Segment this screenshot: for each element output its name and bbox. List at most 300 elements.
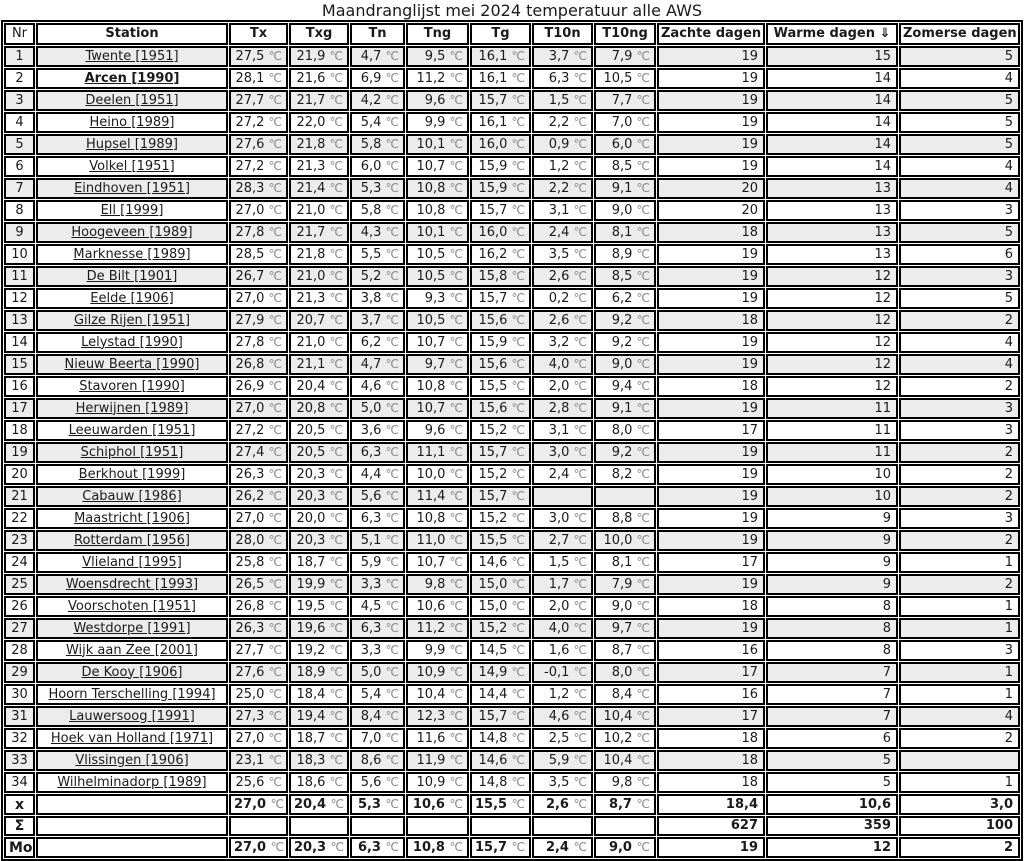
station-cell bbox=[36, 508, 228, 529]
celsius-unit: ℃ bbox=[385, 357, 399, 371]
temp-value: 2,6 bbox=[545, 797, 574, 812]
station-link-herwijnen[interactable]: Herwijnen [1989] bbox=[75, 400, 189, 416]
table-row bbox=[4, 332, 1020, 353]
temp-value: 10,0 bbox=[603, 533, 637, 548]
temp-cell bbox=[594, 662, 656, 683]
temp-value: 15,8 bbox=[478, 269, 512, 284]
celsius-unit: ℃ bbox=[573, 445, 587, 459]
table-row bbox=[4, 574, 1020, 595]
temp-value: 10,8 bbox=[416, 181, 450, 196]
temp-cell bbox=[289, 134, 349, 155]
temp-cell bbox=[350, 574, 405, 595]
temp-cell bbox=[594, 134, 656, 155]
temp-cell bbox=[594, 530, 656, 551]
temp-cell bbox=[229, 156, 288, 177]
table-row bbox=[4, 178, 1020, 199]
station-cell bbox=[36, 332, 228, 353]
temp-cell bbox=[229, 178, 288, 199]
temp-value: 21,4 bbox=[296, 181, 330, 196]
station-cell bbox=[36, 200, 228, 221]
temp-value: 10,4 bbox=[603, 753, 637, 768]
temp-cell bbox=[470, 178, 531, 199]
temp-value: 0,2 bbox=[548, 291, 574, 306]
days-cell: 1 bbox=[899, 684, 1020, 705]
temp-value: 15,7 bbox=[478, 489, 512, 504]
celsius-unit: ℃ bbox=[329, 423, 343, 437]
days-cell: 2 bbox=[899, 464, 1020, 485]
temp-cell bbox=[470, 618, 531, 639]
temp-cell bbox=[594, 552, 656, 573]
days-cell: 4 bbox=[899, 706, 1020, 727]
celsius-unit: ℃ bbox=[329, 401, 343, 415]
temp-cell bbox=[229, 508, 288, 529]
temp-cell bbox=[289, 442, 349, 463]
days-cell: 1 bbox=[899, 552, 1020, 573]
celsius-unit: ℃ bbox=[449, 775, 463, 789]
days-cell: 1 bbox=[899, 618, 1020, 639]
days-cell: 2 bbox=[899, 310, 1020, 331]
temp-value: 27,4 bbox=[235, 445, 269, 460]
station-link-gilze-rijen[interactable]: Gilze Rijen [1951] bbox=[73, 312, 191, 328]
temp-value: 18,6 bbox=[296, 775, 330, 790]
station-link-volkel[interactable]: Volkel [1951] bbox=[89, 158, 175, 174]
table-row bbox=[4, 46, 1020, 67]
table-row bbox=[4, 508, 1020, 529]
temp-value: 1,2 bbox=[548, 159, 574, 174]
station-link-schiphol[interactable]: Schiphol [1951] bbox=[80, 444, 184, 460]
temp-value: 10,7 bbox=[416, 401, 450, 416]
station-link-berkhout[interactable]: Berkhout [1999] bbox=[78, 466, 186, 482]
station-link-vlieland[interactable]: Vlieland [1995] bbox=[82, 554, 182, 570]
celsius-unit: ℃ bbox=[511, 137, 525, 151]
temp-cell bbox=[350, 442, 405, 463]
celsius-unit: ℃ bbox=[268, 291, 282, 305]
celsius-unit: ℃ bbox=[268, 357, 282, 371]
days-cell: 19 bbox=[657, 90, 765, 111]
station-link-hupsel[interactable]: Hupsel [1989] bbox=[85, 136, 178, 152]
temp-value: 9,7 bbox=[424, 357, 450, 372]
temp-cell bbox=[229, 266, 288, 287]
station-cell bbox=[36, 420, 228, 441]
station-cell bbox=[36, 728, 228, 749]
temp-cell bbox=[350, 816, 405, 836]
temp-value: 1,2 bbox=[548, 687, 574, 702]
celsius-unit: ℃ bbox=[329, 753, 343, 767]
celsius-unit: ℃ bbox=[385, 401, 399, 415]
days-cell: 3 bbox=[899, 266, 1020, 287]
temp-value: 26,3 bbox=[235, 621, 269, 636]
temp-value: 15,5 bbox=[475, 797, 512, 812]
temp-value: 28,0 bbox=[235, 533, 269, 548]
temp-cell bbox=[532, 156, 593, 177]
station-cell bbox=[36, 772, 228, 793]
rank-number: 5 bbox=[4, 134, 35, 155]
days-cell bbox=[899, 750, 1020, 771]
station-link-woensdrecht[interactable]: Woensdrecht [1993] bbox=[65, 576, 199, 592]
days-cell: 10,6 bbox=[766, 794, 898, 815]
celsius-unit: ℃ bbox=[449, 137, 463, 151]
celsius-unit: ℃ bbox=[636, 247, 650, 261]
celsius-unit: ℃ bbox=[636, 423, 650, 437]
celsius-unit: ℃ bbox=[329, 269, 343, 283]
days-cell: 5 bbox=[766, 772, 898, 793]
temp-cell bbox=[406, 420, 469, 441]
temp-cell bbox=[532, 354, 593, 375]
rank-number: 3 bbox=[4, 90, 35, 111]
celsius-unit: ℃ bbox=[511, 687, 525, 701]
celsius-unit: ℃ bbox=[573, 137, 587, 151]
temp-value: 9,0 bbox=[611, 599, 637, 614]
celsius-unit: ℃ bbox=[385, 115, 399, 129]
table-row bbox=[4, 596, 1020, 617]
station-cell bbox=[36, 288, 228, 309]
rank-number: 24 bbox=[4, 552, 35, 573]
temp-value: 9,6 bbox=[424, 423, 450, 438]
station-link-rotterdam[interactable]: Rotterdam [1956] bbox=[74, 532, 190, 548]
celsius-unit: ℃ bbox=[329, 159, 343, 173]
temp-value: 9,7 bbox=[611, 621, 637, 636]
station-link-maastricht[interactable]: Maastricht [1906] bbox=[74, 510, 190, 526]
temp-cell bbox=[594, 486, 656, 507]
celsius-unit: ℃ bbox=[270, 797, 285, 811]
days-cell: 19 bbox=[657, 486, 765, 507]
rank-number: 20 bbox=[4, 464, 35, 485]
celsius-unit: ℃ bbox=[449, 71, 463, 85]
rank-number: 2 bbox=[4, 68, 35, 89]
temp-value: 3,3 bbox=[360, 643, 386, 658]
temp-value: 10,2 bbox=[603, 731, 637, 746]
station-link-eindhoven[interactable]: Eindhoven [1951] bbox=[74, 180, 190, 196]
celsius-unit: ℃ bbox=[329, 445, 343, 459]
temp-cell bbox=[289, 112, 349, 133]
celsius-unit: ℃ bbox=[268, 159, 282, 173]
station-cell bbox=[36, 596, 228, 617]
days-cell: 19 bbox=[657, 508, 765, 529]
station-link-nieuw-beerta[interactable]: Nieuw Beerta [1990] bbox=[64, 356, 200, 372]
days-cell: 11 bbox=[766, 420, 898, 441]
rank-number: 15 bbox=[4, 354, 35, 375]
celsius-unit: ℃ bbox=[573, 467, 587, 481]
temp-value: 21,0 bbox=[296, 335, 330, 350]
temp-value: 6,3 bbox=[360, 445, 386, 460]
temp-cell bbox=[229, 596, 288, 617]
temp-cell bbox=[350, 178, 405, 199]
station-link-eelde[interactable]: Eelde [1906] bbox=[90, 290, 174, 306]
days-cell: 20 bbox=[657, 178, 765, 199]
station-link-westdorpe[interactable]: Westdorpe [1991] bbox=[73, 620, 191, 636]
temp-cell bbox=[350, 794, 405, 815]
temp-value: 27,2 bbox=[235, 159, 269, 174]
temp-cell bbox=[289, 310, 349, 331]
temp-value: 18,7 bbox=[296, 731, 330, 746]
station-link-cabauw[interactable]: Cabauw [1986] bbox=[82, 488, 182, 504]
temp-cell bbox=[406, 310, 469, 331]
table-row bbox=[4, 750, 1020, 771]
station-link-wilhelminadorp[interactable]: Wilhelminadorp [1989] bbox=[57, 774, 207, 790]
temp-cell bbox=[470, 552, 531, 573]
celsius-unit: ℃ bbox=[636, 511, 650, 525]
celsius-unit: ℃ bbox=[268, 687, 282, 701]
temp-cell bbox=[350, 310, 405, 331]
temp-cell bbox=[350, 244, 405, 265]
rank-number: 11 bbox=[4, 266, 35, 287]
temp-value: 7,0 bbox=[360, 731, 386, 746]
temp-value: 27,0 bbox=[235, 511, 269, 526]
temp-value: 4,7 bbox=[360, 49, 386, 64]
temp-cell bbox=[350, 684, 405, 705]
celsius-unit: ℃ bbox=[573, 577, 587, 591]
temp-cell bbox=[289, 816, 349, 836]
celsius-unit: ℃ bbox=[330, 840, 345, 854]
temp-cell bbox=[470, 200, 531, 221]
rank-number: 9 bbox=[4, 222, 35, 243]
temp-cell bbox=[406, 464, 469, 485]
days-cell: 19 bbox=[657, 112, 765, 133]
days-cell: 14 bbox=[766, 134, 898, 155]
station-link-heino[interactable]: Heino [1989] bbox=[89, 114, 175, 130]
celsius-unit: ℃ bbox=[329, 71, 343, 85]
temp-cell bbox=[470, 46, 531, 67]
temp-cell bbox=[229, 68, 288, 89]
station-cell bbox=[36, 46, 228, 67]
temp-cell bbox=[532, 772, 593, 793]
celsius-unit: ℃ bbox=[511, 533, 525, 547]
celsius-unit: ℃ bbox=[268, 137, 282, 151]
temp-value: 27,7 bbox=[235, 93, 269, 108]
temp-cell bbox=[229, 200, 288, 221]
temp-value: 6,9 bbox=[360, 71, 386, 86]
celsius-unit: ℃ bbox=[573, 709, 587, 723]
column-header-warme-dagen[interactable]: Warme dagen ⇓ bbox=[766, 23, 898, 45]
temp-cell bbox=[594, 68, 656, 89]
days-cell: 8 bbox=[766, 640, 898, 661]
temp-value: 27,8 bbox=[235, 335, 269, 350]
temp-cell bbox=[470, 398, 531, 419]
days-cell: 19 bbox=[657, 68, 765, 89]
temp-value: 1,5 bbox=[548, 555, 574, 570]
celsius-unit: ℃ bbox=[385, 840, 399, 854]
station-link-hoogeveen[interactable]: Hoogeveen [1989] bbox=[71, 224, 193, 240]
temp-value: 20,4 bbox=[294, 797, 331, 812]
temp-cell bbox=[406, 156, 469, 177]
station-link-twente[interactable]: Twente [1951] bbox=[85, 48, 179, 64]
temp-cell bbox=[532, 420, 593, 441]
temp-cell bbox=[406, 244, 469, 265]
celsius-unit: ℃ bbox=[449, 93, 463, 107]
days-cell: 2 bbox=[899, 486, 1020, 507]
celsius-unit: ℃ bbox=[449, 247, 463, 261]
temp-value: 1,6 bbox=[548, 643, 574, 658]
station-link-lelystad[interactable]: Lelystad [1990] bbox=[81, 334, 183, 350]
temp-value: 20,0 bbox=[296, 511, 330, 526]
temp-cell bbox=[594, 618, 656, 639]
celsius-unit: ℃ bbox=[268, 731, 282, 745]
temp-value: 15,6 bbox=[478, 313, 512, 328]
celsius-unit: ℃ bbox=[385, 181, 399, 195]
temp-value: 15,7 bbox=[478, 445, 512, 460]
celsius-unit: ℃ bbox=[268, 335, 282, 349]
temp-cell bbox=[289, 486, 349, 507]
temp-cell bbox=[289, 90, 349, 111]
celsius-unit: ℃ bbox=[511, 49, 525, 63]
temp-cell bbox=[289, 684, 349, 705]
temp-value: 15,2 bbox=[478, 423, 512, 438]
days-cell: 7 bbox=[766, 684, 898, 705]
temp-value: 15,2 bbox=[478, 511, 512, 526]
celsius-unit: ℃ bbox=[511, 511, 525, 525]
temp-value: 3,1 bbox=[548, 203, 574, 218]
temp-cell bbox=[350, 332, 405, 353]
celsius-unit: ℃ bbox=[511, 840, 526, 854]
temp-value: 4,0 bbox=[548, 621, 574, 636]
temp-cell bbox=[470, 794, 531, 815]
temp-value: 4,7 bbox=[360, 357, 386, 372]
temp-cell bbox=[229, 816, 288, 836]
days-cell: 19 bbox=[657, 354, 765, 375]
temp-value: 2,8 bbox=[548, 401, 574, 416]
temp-value: 5,8 bbox=[360, 137, 386, 152]
station-cell bbox=[36, 640, 228, 661]
celsius-unit: ℃ bbox=[268, 269, 282, 283]
temp-value: 9,0 bbox=[608, 840, 637, 855]
celsius-unit: ℃ bbox=[511, 71, 525, 85]
summary-row-x bbox=[4, 794, 1020, 815]
temp-value: 5,6 bbox=[360, 775, 386, 790]
table-body bbox=[4, 46, 1020, 858]
temp-cell bbox=[229, 750, 288, 771]
temp-cell bbox=[350, 266, 405, 287]
station-link-voorschoten[interactable]: Voorschoten [1951] bbox=[68, 598, 196, 614]
temp-value: 5,9 bbox=[360, 555, 386, 570]
station-cell bbox=[36, 662, 228, 683]
temp-value: 2,4 bbox=[545, 840, 574, 855]
temp-cell bbox=[532, 398, 593, 419]
temp-value: 21,7 bbox=[296, 93, 330, 108]
celsius-unit: ℃ bbox=[385, 731, 399, 745]
rank-number: 27 bbox=[4, 618, 35, 639]
temp-cell bbox=[229, 837, 288, 858]
celsius-unit: ℃ bbox=[449, 533, 463, 547]
temp-cell bbox=[406, 442, 469, 463]
rank-number: 23 bbox=[4, 530, 35, 551]
temp-cell bbox=[406, 134, 469, 155]
temp-value: 5,3 bbox=[357, 797, 386, 812]
station-link-lauwersoog[interactable]: Lauwersoog [1991] bbox=[69, 708, 195, 724]
station-link-leeuwarden[interactable]: Leeuwarden [1951] bbox=[68, 422, 196, 438]
temp-value: 21,3 bbox=[296, 159, 330, 174]
temp-cell bbox=[406, 266, 469, 287]
celsius-unit: ℃ bbox=[511, 291, 525, 305]
celsius-unit: ℃ bbox=[573, 665, 587, 679]
temp-value: 25,8 bbox=[235, 555, 269, 570]
temp-value: 9,2 bbox=[611, 445, 637, 460]
celsius-unit: ℃ bbox=[268, 555, 282, 569]
temp-cell bbox=[594, 640, 656, 661]
station-link-arcen[interactable]: Arcen [1990] bbox=[84, 70, 180, 86]
celsius-unit: ℃ bbox=[385, 445, 399, 459]
days-cell: 15 bbox=[766, 46, 898, 67]
summary-label: Mo bbox=[4, 837, 35, 858]
temp-cell bbox=[406, 200, 469, 221]
temp-value: 21,3 bbox=[296, 291, 330, 306]
celsius-unit: ℃ bbox=[385, 555, 399, 569]
temp-cell bbox=[350, 288, 405, 309]
temp-cell bbox=[470, 750, 531, 771]
celsius-unit: ℃ bbox=[329, 489, 343, 503]
temp-cell bbox=[532, 574, 593, 595]
station-link-de-kooy[interactable]: De Kooy [1906] bbox=[81, 664, 183, 680]
celsius-unit: ℃ bbox=[449, 225, 463, 239]
temp-cell bbox=[289, 288, 349, 309]
days-cell: 9 bbox=[766, 508, 898, 529]
celsius-unit: ℃ bbox=[573, 643, 587, 657]
celsius-unit: ℃ bbox=[449, 357, 463, 371]
temp-value: 19,5 bbox=[296, 599, 330, 614]
celsius-unit: ℃ bbox=[511, 379, 525, 393]
temp-value: 27,2 bbox=[235, 423, 269, 438]
station-link-wijk-aan-zee[interactable]: Wijk aan Zee [2001] bbox=[65, 642, 199, 658]
celsius-unit: ℃ bbox=[385, 621, 399, 635]
temp-cell bbox=[406, 684, 469, 705]
temp-cell bbox=[470, 596, 531, 617]
celsius-unit: ℃ bbox=[636, 115, 650, 129]
days-cell: 8 bbox=[766, 618, 898, 639]
station-link-vlissingen[interactable]: Vlissingen [1906] bbox=[75, 752, 189, 768]
station-link-ell[interactable]: Ell [1999] bbox=[100, 202, 164, 218]
days-cell: 13 bbox=[766, 200, 898, 221]
station-link-marknesse[interactable]: Marknesse [1989] bbox=[73, 246, 191, 262]
temp-cell bbox=[594, 266, 656, 287]
temp-cell bbox=[532, 332, 593, 353]
celsius-unit: ℃ bbox=[449, 445, 463, 459]
temp-cell bbox=[406, 68, 469, 89]
station-cell bbox=[36, 750, 228, 771]
table-row bbox=[4, 772, 1020, 793]
temp-value: 5,4 bbox=[360, 687, 386, 702]
temp-value: 4,5 bbox=[360, 599, 386, 614]
station-link-de-bilt[interactable]: De Bilt [1901] bbox=[86, 268, 178, 284]
temp-value: 20,7 bbox=[296, 313, 330, 328]
temp-cell bbox=[532, 706, 593, 727]
temp-cell bbox=[532, 662, 593, 683]
station-link-hoorn-terschelling[interactable]: Hoorn Terschelling [1994] bbox=[48, 686, 216, 702]
temp-value: 11,1 bbox=[416, 445, 450, 460]
rank-number: 10 bbox=[4, 244, 35, 265]
temp-value: 10,8 bbox=[416, 203, 450, 218]
celsius-unit: ℃ bbox=[636, 401, 650, 415]
celsius-unit: ℃ bbox=[449, 181, 463, 195]
temp-cell bbox=[289, 376, 349, 397]
temp-cell bbox=[594, 750, 656, 771]
temp-value: 11,2 bbox=[416, 621, 450, 636]
temp-value: 19,9 bbox=[296, 577, 330, 592]
station-link-stavoren[interactable]: Stavoren [1990] bbox=[79, 378, 185, 394]
temp-cell bbox=[470, 684, 531, 705]
temp-value: 15,7 bbox=[478, 709, 512, 724]
temp-cell bbox=[229, 464, 288, 485]
temp-value: 10,5 bbox=[603, 71, 637, 86]
temp-value: 15,7 bbox=[478, 291, 512, 306]
celsius-unit: ℃ bbox=[511, 709, 525, 723]
station-link-hoek-van-holland[interactable]: Hoek van Holland [1971] bbox=[50, 730, 214, 746]
station-link-deelen[interactable]: Deelen [1951] bbox=[85, 92, 179, 108]
temp-cell bbox=[406, 837, 469, 858]
celsius-unit: ℃ bbox=[329, 93, 343, 107]
station-cell bbox=[36, 398, 228, 419]
temp-value: 10,6 bbox=[412, 797, 450, 812]
temp-cell bbox=[532, 46, 593, 67]
station-cell bbox=[36, 244, 228, 265]
